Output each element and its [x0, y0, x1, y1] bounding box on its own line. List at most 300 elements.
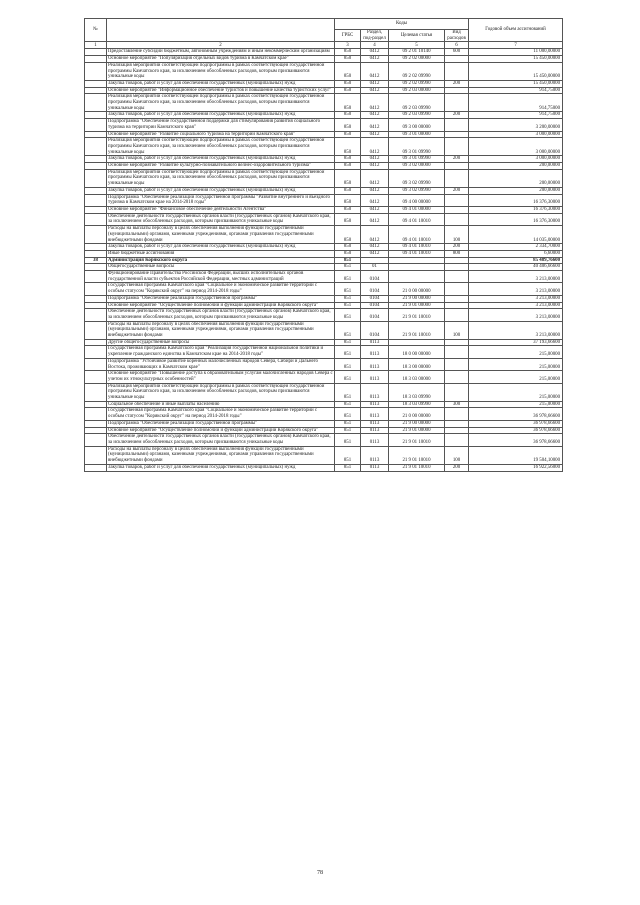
row-grbs: 850 [335, 226, 361, 244]
row-exp-type: 200 [445, 156, 469, 163]
row-target [389, 257, 445, 264]
row-exp-type [445, 119, 469, 131]
row-section: 0104 [361, 295, 389, 302]
table-row [85, 358, 563, 370]
row-name: Общегосударственные вопросы [107, 264, 335, 271]
row-amount: 3 213,00000 [469, 295, 563, 302]
row-amount: 914,75000 [469, 112, 563, 119]
row-grbs: 851 [335, 271, 361, 283]
row-grbs: 851 [335, 401, 361, 408]
row-amount: 15 450,00000 [469, 80, 563, 87]
row-exp-type [445, 213, 469, 225]
row-exp-type [445, 131, 469, 138]
row-exp-type [445, 295, 469, 302]
row-section: 0412 [361, 169, 389, 187]
row-target: 21 9 01 10010 [389, 321, 445, 339]
row-section: 0113 [361, 464, 389, 471]
row-amount: 16 376,30000 [469, 194, 563, 206]
row-target: 09 3 01 00000 [389, 131, 445, 138]
row-section: 0104 [361, 321, 389, 339]
row-name: Основное мероприятие "Повышение доступа к образовательным услугам малочисленных народов Севера с учетом их этнокультурных особенностей" [108, 371, 333, 382]
table-row [85, 339, 563, 346]
row-target: 18 3 03 09990 [389, 401, 445, 408]
row-exp-type: 600 [445, 49, 469, 56]
row-amount: 3 213,00000 [469, 321, 563, 339]
row-section: 0412 [361, 62, 389, 80]
row-target: 09 4 01 10010 [389, 244, 445, 251]
table-row [85, 169, 563, 187]
table-row [85, 163, 563, 170]
row-grbs: 850 [335, 206, 361, 213]
row-number [85, 408, 107, 420]
row-target: 09 3 02 00000 [389, 163, 445, 170]
row-grbs: 850 [335, 194, 361, 206]
row-section: 0412 [361, 49, 389, 56]
row-exp-type: 200 [445, 80, 469, 87]
row-grbs: 850 [335, 80, 361, 87]
row-section: 0412 [361, 213, 389, 225]
row-exp-type: 100 [445, 321, 469, 339]
row-section: 0113 [361, 427, 389, 434]
row-number [85, 49, 107, 56]
row-amount: 200,00000 [469, 169, 563, 187]
row-section: 0113 [361, 346, 389, 358]
row-target [389, 264, 445, 271]
row-target [389, 271, 445, 283]
row-grbs: 850 [335, 138, 361, 156]
row-target: 09 2 02 00000 [389, 56, 445, 63]
column-number: 2 [107, 42, 335, 49]
row-exp-type [445, 339, 469, 346]
table-row [85, 346, 563, 358]
row-amount: 40 406,66600 [469, 264, 563, 271]
row-name: Основное мероприятие "Развитие социального туризма на территории Камчатского края" [107, 131, 335, 138]
row-name: Обеспечение деятельности государственных органов власти (государственных органов) Камчатского края, за исключением обособленных расходов, которым присваиваются уникальные коды [107, 309, 335, 321]
row-amount: 16 376,30000 [469, 206, 563, 213]
table-row [85, 283, 563, 295]
row-number [85, 283, 107, 295]
row-section: 0412 [361, 250, 389, 257]
table-row [85, 383, 563, 401]
row-name: Закупка товаров, работ и услуг для обеспечения государственных (муниципальных) нужд [107, 80, 335, 87]
table-row [85, 194, 563, 206]
row-section: 0412 [361, 119, 389, 131]
row-grbs: 850 [335, 131, 361, 138]
row-name: Подпрограмма "Обеспечение реализации государственной программы" [107, 295, 335, 302]
row-amount: 215,00000 [469, 346, 563, 358]
row-grbs: 850 [335, 94, 361, 112]
row-grbs: 850 [335, 187, 361, 194]
row-section: 0412 [361, 131, 389, 138]
row-target: 09 3 02 09990 [389, 187, 445, 194]
row-target: 21 9 01 10010 [389, 434, 445, 446]
row-number [85, 187, 107, 194]
col-header-amount: Годовой объем ассигнований [469, 19, 563, 42]
table-row [85, 87, 563, 94]
row-target: 09 3 01 09990 [389, 156, 445, 163]
row-section: 0412 [361, 194, 389, 206]
row-target: 09 4 01 10010 [389, 213, 445, 225]
table-row [85, 187, 563, 194]
row-number [85, 321, 107, 339]
row-target: 21 9 00 00000 [389, 420, 445, 427]
row-section: 0104 [361, 271, 389, 283]
row-grbs: 851 [335, 434, 361, 446]
row-grbs: 850 [335, 169, 361, 187]
row-name: Подпрограмма "Обеспечение реализации государственной программы "Развитие внутреннего и въездного туризма в Камчатском крае на 2014-2018 годы" [107, 194, 335, 206]
row-exp-type [445, 264, 469, 271]
row-name: Государственная программа Камчатского края "Социальное и экономическое развитие территории с особым статусом "Корякский округ" на период 2014-2018 годы" [107, 408, 335, 420]
row-exp-type [445, 87, 469, 94]
table-row [85, 226, 563, 244]
row-amount: 3 200,00000 [469, 119, 563, 131]
row-number [85, 401, 107, 408]
row-name: Закупка товаров, работ и услуг для обеспечения государственных (муниципальных) нужд [107, 112, 335, 119]
page-number: 78 [317, 870, 323, 876]
row-amount: 3 000,00000 [469, 138, 563, 156]
row-number [85, 62, 107, 80]
column-number-row [85, 42, 563, 49]
row-number [85, 169, 107, 187]
row-name: Подпрограмма "Обеспечение реализации государственной программы" [107, 420, 335, 427]
row-exp-type: 100 [445, 446, 469, 464]
row-amount: 11 000,00000 [469, 49, 563, 56]
row-number [85, 156, 107, 163]
row-grbs: 850 [335, 56, 361, 63]
row-section: 0412 [361, 156, 389, 163]
row-target: 21 0 00 00000 [389, 408, 445, 420]
row-target: 09 2 01 10140 [389, 49, 445, 56]
row-grbs: 851 [335, 427, 361, 434]
row-amount: 36 978,66600 [469, 408, 563, 420]
table-row [85, 112, 563, 119]
row-exp-type [445, 257, 469, 264]
row-number [85, 271, 107, 283]
row-target: 09 4 01 10010 [389, 226, 445, 244]
row-number [85, 163, 107, 170]
row-amount: 3 213,00000 [469, 309, 563, 321]
row-section: 0113 [361, 434, 389, 446]
row-exp-type [445, 283, 469, 295]
table-row [85, 257, 563, 264]
column-number: 4 [361, 42, 389, 49]
row-number [85, 346, 107, 358]
row-grbs: 851 [335, 309, 361, 321]
row-number [85, 464, 107, 471]
row-number [85, 295, 107, 302]
row-section: 0412 [361, 138, 389, 156]
table-row [85, 138, 563, 156]
row-exp-type: 200 [445, 187, 469, 194]
row-number [85, 446, 107, 464]
row-exp-type [445, 194, 469, 206]
row-amount: 215,00000 [469, 401, 563, 408]
row-exp-type [445, 62, 469, 80]
row-grbs: 851 [335, 339, 361, 346]
row-name: Расходы на выплаты персоналу в целях обеспечения выполнения функций государственными (муниципальными) органами, казенными учреждениями, органами управления государственными внебюджетными фондами [107, 226, 335, 244]
table-row [85, 446, 563, 464]
row-exp-type [445, 309, 469, 321]
row-exp-type [445, 169, 469, 187]
row-section: 0412 [361, 187, 389, 194]
row-grbs: 850 [335, 62, 361, 80]
column-number: 6 [445, 42, 469, 49]
row-amount: 15 450,00000 [469, 62, 563, 80]
row-grbs: 851 [335, 257, 361, 264]
row-name: Основное мероприятие "Информационное обеспечение туристов и повышение качества туристских услуг" [107, 87, 335, 94]
row-number [85, 138, 107, 156]
row-number [85, 427, 107, 434]
row-number [85, 434, 107, 446]
table-row [85, 309, 563, 321]
row-number [85, 226, 107, 244]
row-name: Основное мероприятие "Популяризация отдельных видов туризма в Камчатском крае" [107, 56, 335, 63]
row-section: 0104 [361, 302, 389, 309]
row-amount: 215,00000 [469, 383, 563, 401]
row-target: 09 4 00 00000 [389, 194, 445, 206]
row-exp-type [445, 94, 469, 112]
table-row [85, 295, 563, 302]
table-row [85, 94, 563, 112]
row-number [85, 112, 107, 119]
row-amount: 36 978,66600 [469, 420, 563, 427]
table-row [85, 271, 563, 283]
row-number [85, 94, 107, 112]
row-grbs: 850 [335, 244, 361, 251]
row-name: Государственная программа Камчатского края "Реализация государственной национальной политики и укрепление гражданского единства в Камчатском крае на 2014-2018 годы" [107, 346, 335, 358]
row-section: 0412 [361, 226, 389, 244]
col-header-number: № [85, 19, 107, 42]
row-name: Закупка товаров, работ и услуг для обеспечения государственных (муниципальных) нужд [107, 156, 335, 163]
row-section: 0104 [361, 309, 389, 321]
row-number [85, 80, 107, 87]
row-amount: 36 978,66600 [469, 434, 563, 446]
row-number [85, 244, 107, 251]
col-header-codes: Коды [335, 19, 469, 30]
row-number [85, 420, 107, 427]
row-target: 21 9 01 10010 [389, 446, 445, 464]
row-number [85, 206, 107, 213]
col-header-target: Целевая статья [389, 30, 445, 42]
table-row [85, 464, 563, 471]
row-grbs: 851 [335, 283, 361, 295]
col-header-exp-type: Вид расходов [445, 30, 469, 42]
row-section: 0113 [361, 383, 389, 401]
row-name: Реализация мероприятий соответствующей подпрограммы в рамках соответствующей государственной программы Камчатского края, за исключением обособленных расходов, которым присваиваются уникальные коды [107, 94, 335, 112]
row-amount: 37 193,66600 [469, 339, 563, 346]
table-row [85, 213, 563, 225]
row-target: 21 9 01 10010 [389, 309, 445, 321]
row-exp-type [445, 371, 469, 383]
row-name: Функционирование Правительства Российской Федерации, высших исполнительных органов государственной власти субъектов Российской Федерации, местных администраций [107, 271, 335, 283]
row-exp-type [445, 434, 469, 446]
row-exp-type [445, 358, 469, 370]
row-target: 09 3 01 09990 [389, 138, 445, 156]
row-grbs: 851 [335, 295, 361, 302]
table-row [85, 427, 563, 434]
col-header-section: Раздел, под-раздел [361, 30, 389, 42]
row-section: 0412 [361, 244, 389, 251]
row-target: 21 9 01 10010 [389, 464, 445, 471]
row-target: 21 9 01 00000 [389, 427, 445, 434]
table-row [85, 244, 563, 251]
row-number [85, 56, 107, 63]
table-row [85, 401, 563, 408]
table-row [85, 49, 563, 56]
row-grbs: 851 [335, 264, 361, 271]
row-number [85, 119, 107, 131]
col-header-name [107, 19, 335, 42]
row-name: Закупка товаров, работ и услуг для обеспечения государственных (муниципальных) нужд [107, 464, 335, 471]
row-section: 0412 [361, 94, 389, 112]
row-exp-type: 800 [445, 250, 469, 257]
row-section: 0412 [361, 163, 389, 170]
row-section: 0412 [361, 112, 389, 119]
table-row [85, 264, 563, 271]
row-grbs: 851 [335, 464, 361, 471]
row-amount: 3 213,00000 [469, 302, 563, 309]
table-row [85, 371, 563, 383]
row-name: Подпрограмма "Устойчивое развитие коренных малочисленных народов Севера, Сибири и Дальнего Востока, проживающих в Камчатском крае" [107, 358, 335, 370]
row-name: Администрация Корякского округа [107, 257, 335, 264]
table-row [85, 206, 563, 213]
row-exp-type [445, 206, 469, 213]
row-target: 18 3 03 09990 [389, 383, 445, 401]
table-row [85, 434, 563, 446]
row-amount: 3 213,00000 [469, 271, 563, 283]
table-row [85, 420, 563, 427]
row-target: 09 2 03 00000 [389, 87, 445, 94]
row-name: Реализация мероприятий соответствующей подпрограммы в рамках соответствующей государственной программы Камчатского края, за исключением обособленных расходов, которым присваиваются уникальные коды [107, 62, 335, 80]
row-amount: 15 450,00000 [469, 56, 563, 63]
col-header-grbs: ГРБС [335, 30, 361, 42]
row-grbs: 850 [335, 163, 361, 170]
row-exp-type: 300 [445, 401, 469, 408]
column-number: 1 [85, 42, 107, 49]
row-name: Основное мероприятие "Осуществление полномочий и функций администрации Корякского округа" [107, 302, 335, 309]
row-name: Основное мероприятие "Финансовое обеспечение деятельности Агентства" [107, 206, 335, 213]
row-exp-type: 200 [445, 112, 469, 119]
row-number [85, 358, 107, 370]
row-grbs: 850 [335, 87, 361, 94]
row-target: 18 3 03 00000 [389, 371, 445, 383]
row-grbs: 850 [335, 112, 361, 119]
table-row [85, 119, 563, 131]
table-row [85, 321, 563, 339]
row-name: Расходы на выплаты персоналу в целях обеспечения выполнения функций государственными (муниципальными) органами, казенными учреждениями, органами управления государственными внебюджетными фондами [107, 321, 335, 339]
row-name: Закупка товаров, работ и услуг для обеспечения государственных (муниципальных) нужд [107, 244, 335, 251]
row-number [85, 87, 107, 94]
row-exp-type [445, 271, 469, 283]
row-number [85, 339, 107, 346]
row-grbs: 851 [335, 358, 361, 370]
row-grbs: 850 [335, 156, 361, 163]
column-number: 5 [389, 42, 445, 49]
row-grbs: 850 [335, 213, 361, 225]
row-exp-type [445, 383, 469, 401]
row-target: 21 9 01 00000 [389, 302, 445, 309]
row-exp-type: 200 [445, 464, 469, 471]
row-number [85, 213, 107, 225]
budget-table-sheet [84, 18, 562, 472]
row-number [85, 250, 107, 257]
row-amount: 36 978,66600 [469, 427, 563, 434]
table-row [85, 156, 563, 163]
row-amount: 3 213,00000 [469, 283, 563, 295]
table-body [85, 49, 563, 471]
column-number: 3 [335, 42, 361, 49]
row-exp-type [445, 420, 469, 427]
row-section: 0113 [361, 446, 389, 464]
row-grbs: 851 [335, 383, 361, 401]
row-section: 0412 [361, 56, 389, 63]
row-section: 0412 [361, 206, 389, 213]
row-name: Социальное обеспечение и иные выплаты населению [107, 401, 335, 408]
table-row [85, 408, 563, 420]
row-name: Реализация мероприятий соответствующей подпрограммы в рамках соответствующей государственной программы Камчатского края, за исключением обособленных расходов, которым присваиваются уникальные коды [107, 383, 335, 401]
row-exp-type [445, 427, 469, 434]
budget-table [84, 18, 563, 472]
row-exp-type [445, 346, 469, 358]
row-target: 09 2 03 09990 [389, 94, 445, 112]
row-section: 0113 [361, 339, 389, 346]
row-section: 0412 [361, 80, 389, 87]
row-name: Реализация мероприятий соответствующей подпрограммы в рамках соответствующей государственной программы Камчатского края, за исключением обособленных расходов, которым присваиваются уникальные коды [107, 138, 335, 156]
row-number [85, 383, 107, 401]
row-amount: 3 000,00000 [469, 156, 563, 163]
row-amount: 16 376,30000 [469, 213, 563, 225]
row-section: 0113 [361, 401, 389, 408]
table-row [85, 56, 563, 63]
row-number [85, 371, 107, 383]
row-name: Государственная программа Камчатского края "Социальное и экономическое развитие территории с особым статусом "Корякский округ" на период 2014-2018 годы" [107, 283, 335, 295]
row-grbs: 851 [335, 346, 361, 358]
row-grbs: 851 [335, 321, 361, 339]
row-number: 38 [85, 257, 107, 264]
row-number [85, 194, 107, 206]
row-target: 09 2 02 09990 [389, 62, 445, 80]
row-target: 09 3 02 09990 [389, 169, 445, 187]
row-name: Другие общегосударственные вопросы [107, 339, 335, 346]
table-row [85, 131, 563, 138]
row-exp-type [445, 408, 469, 420]
row-section: 0113 [361, 358, 389, 370]
row-target: 09 4 01 10010 [389, 250, 445, 257]
row-amount: 215,00000 [469, 358, 563, 370]
row-grbs: 850 [335, 49, 361, 56]
row-amount: 914,75000 [469, 87, 563, 94]
row-name: Иные бюджетные ассигнования [107, 250, 335, 257]
row-target: 18 0 00 00000 [389, 346, 445, 358]
row-target: 21 9 00 00000 [389, 295, 445, 302]
row-amount: 14 035,00000 [469, 226, 563, 244]
row-section: 0113 [361, 371, 389, 383]
row-grbs: 851 [335, 420, 361, 427]
row-target: 09 2 03 09990 [389, 112, 445, 119]
row-section: 0104 [361, 283, 389, 295]
row-exp-type: 100 [445, 226, 469, 244]
row-amount: 914,75000 [469, 94, 563, 112]
row-exp-type [445, 138, 469, 156]
row-target: 21 0 00 00000 [389, 283, 445, 295]
row-amount: 16 922,56000 [469, 464, 563, 471]
row-section [361, 257, 389, 264]
table-row [85, 250, 563, 257]
row-section: 0412 [361, 87, 389, 94]
row-name: Реализация мероприятий соответствующей подпрограммы в рамках соответствующей государственной программы Камчатского края, за исключением обособленных расходов, которым присваиваются уникальные коды [107, 169, 335, 187]
row-name: Обеспечение деятельности государственных органов власти (государственных органов) Камчатского края, за исключением обособленных расходов, которым присваиваются уникальные коды [107, 213, 335, 225]
row-number [85, 264, 107, 271]
